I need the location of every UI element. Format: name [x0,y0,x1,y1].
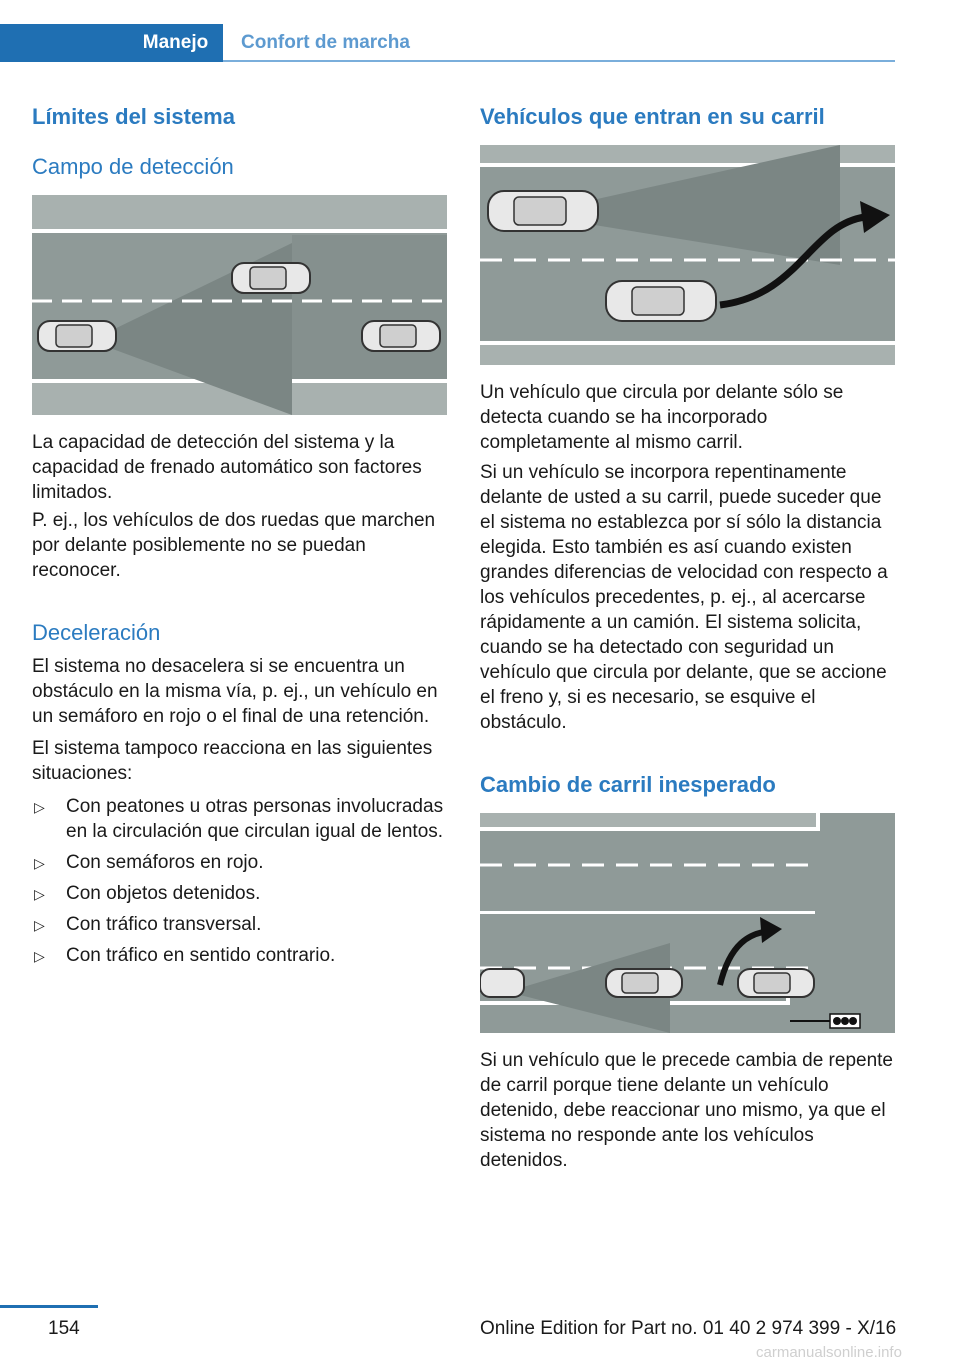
paragraph-lane-change: Si un vehículo que le precede cambia de repente de carril porque tiene delante un vehículo detenido, debe reaccionar uno mismo, ya que el sistema no responde ante los vehículos detenidos. [480,1050,893,1171]
triangle-bullet-icon: ▷ [34,948,45,964]
watermark: carmanualsonline.info [756,1344,902,1361]
figure-unexpected-lane-change [480,813,895,1033]
paragraph-sudden-merge: Si un vehículo se incorpora repentinamente delante de usted a su carril, puede suceder que el sistema no establezca por sí sólo la distancia elegida. Esto también es así cuando existen grandes diferencias de velocidad con respecto a los vehículos precedentes, p. ej., al acercarse rápidamente a un camión. El sistema solicita, cuando se ha detectado con seguridad un vehículo que circula por delante, que se accione el freno y, si es necesario, se esquive el obstáculo. [480,462,888,733]
footer-rule [0,1305,98,1308]
car-icon [606,969,682,997]
car-icon [38,321,116,351]
list-item: ▷ Con tráfico transversal. [32,912,448,937]
situations-list [32,794,448,968]
heading-campo-de-deteccion: Campo de detección [32,154,234,179]
car-icon [232,263,310,293]
triangle-bullet-icon: ▷ [34,799,45,815]
heading-limites-del-sistema: Límites del sistema [32,104,235,129]
chapter-header [0,24,895,62]
figure-detection-field [32,195,447,415]
car-icon [362,321,440,351]
tab-manejo[interactable]: Manejo [142,32,209,53]
paragraph-situations: El sistema tampoco reacciona en las siguientes situaciones: [32,738,433,784]
tab-confort-de-marcha[interactable]: Confort de marcha [241,32,410,53]
edition-text: Online Edition for Part no. 01 40 2 974 399 - X/16 [480,1318,897,1339]
paragraph-vehicle-detected: Un vehículo que circula por delante sólo se detecta cuando se ha incorporado completamente al mismo carril. [480,382,844,453]
list-item: ▷ Con semáforos en rojo. [32,850,448,875]
paragraph-deceleration: El sistema no desacelera si se encuentra un obstáculo en la misma vía, p. ej., un vehículo en un semáforo en rojo o el final de una retención. [32,656,438,727]
car-icon [606,281,716,321]
car-icon [738,969,814,997]
figure-vehicle-merging [480,145,895,365]
list-item: ▷ Con objetos detenidos. [32,881,448,906]
triangle-bullet-icon: ▷ [34,855,45,871]
heading-deceleracion: Deceleración [32,620,161,645]
heading-vehiculos-que-entran: Vehículos que entran en su carril [480,104,825,129]
list-item: ▷ Con tráfico en sentido contrario. [32,943,448,968]
paragraph-detection-capacity: La capacidad de detección del sistema y la capacidad de frenado automático son factores limitados. [32,432,422,503]
page-number: 154 [48,1318,80,1339]
paragraph-two-wheelers: P. ej., los vehículos de dos ruedas que marchen por delante posiblemente no se puedan reconocer. [32,510,436,581]
header-rule [223,60,895,62]
car-icon [480,969,524,997]
triangle-bullet-icon: ▷ [34,917,45,933]
heading-cambio-de-carril: Cambio de carril inesperado [480,772,776,797]
list-item: ▷ Con peatones u otras personas involucradas en la circulación que circulan igual de lentos. [34,796,444,842]
triangle-bullet-icon: ▷ [34,886,45,902]
car-icon [488,191,598,231]
